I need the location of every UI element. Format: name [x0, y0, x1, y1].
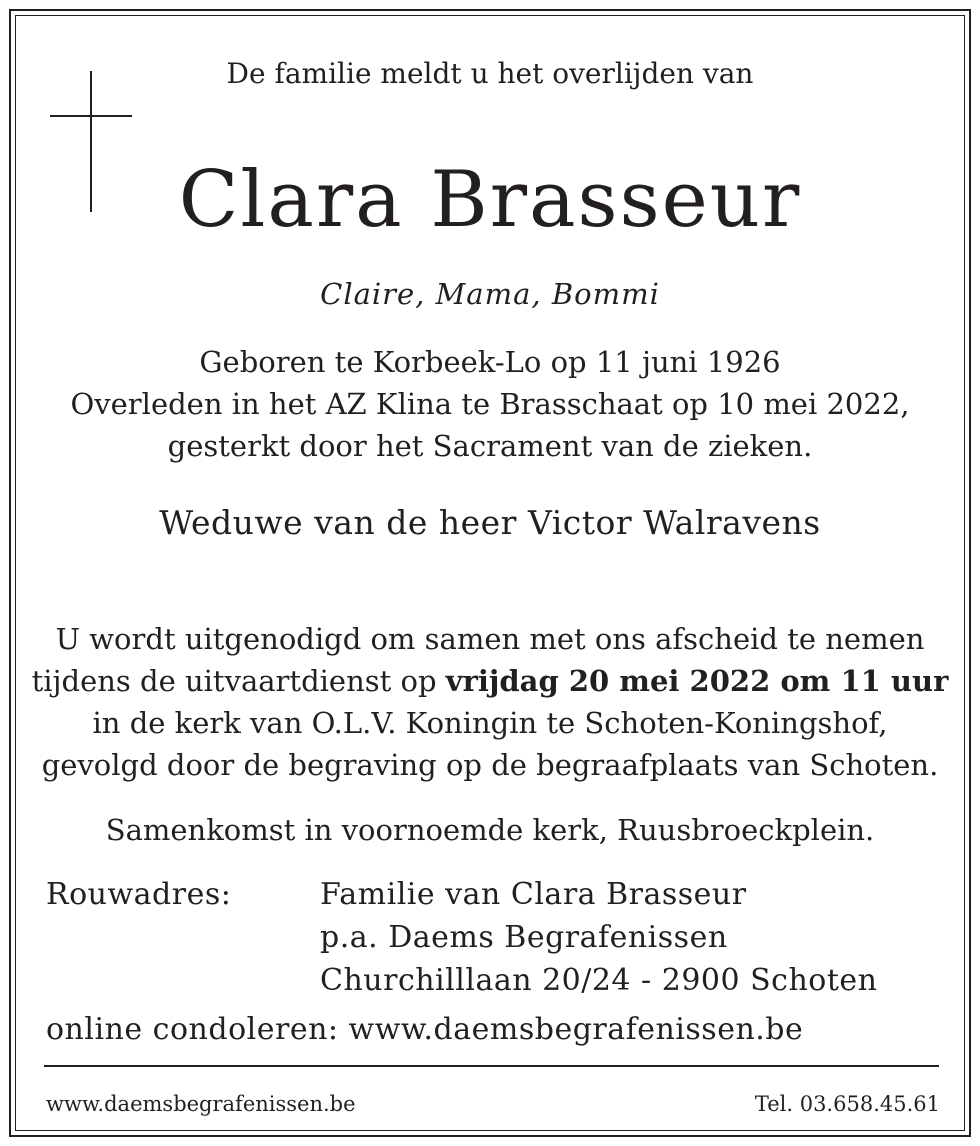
death-line: Overleden in het AZ Klina te Brasschaat op 10 mei 2022,: [70, 387, 910, 421]
invitation-line-4: gevolgd door de begraving op de begraafplaats van Schoten.: [41, 748, 939, 782]
invitation-line-2: [0, 661, 980, 701]
footer-phone: Tel. 03.658.45.61: [754, 1092, 940, 1116]
service-date-time: vrijdag 20 mei 2022 om 11 uur: [445, 664, 949, 698]
address-line-3: Churchilllaan 20/24 - 2900 Schoten: [320, 963, 878, 998]
sacrament-line: gesterkt door het Sacrament van de zieken.: [167, 429, 813, 463]
footer-divider: [44, 1065, 939, 1067]
gathering-line: Samenkomst in voornoemde kerk, Ruusbroeckplein.: [105, 813, 875, 847]
invitation-line-1: U wordt uitgenodigd om samen met ons afscheid te nemen: [55, 622, 925, 656]
cross-icon-bar: [50, 115, 132, 117]
deceased-name: Clara Brasseur: [178, 155, 802, 245]
address-line-1: Familie van Clara Brasseur: [320, 877, 747, 912]
online-condolences: online condoleren: www.daemsbegrafenissen.be: [46, 1012, 804, 1047]
invitation-line-3: in de kerk van O.L.V. Koningin te Schoten-Koningshof,: [92, 706, 888, 740]
invitation-line-2-prefix: tijdens de uitvaartdienst op: [31, 664, 446, 698]
footer-website: www.daemsbegrafenissen.be: [46, 1092, 356, 1116]
birth-line: Geboren te Korbeek-Lo op 11 juni 1926: [199, 345, 781, 379]
widow-line: Weduwe van de heer Victor Walravens: [159, 503, 821, 542]
nicknames: Claire, Mama, Bommi: [320, 277, 660, 311]
address-label: Rouwadres:: [46, 877, 232, 912]
intro-text: De familie meldt u het overlijden van: [226, 57, 754, 90]
address-line-2: p.a. Daems Begrafenissen: [320, 920, 728, 955]
